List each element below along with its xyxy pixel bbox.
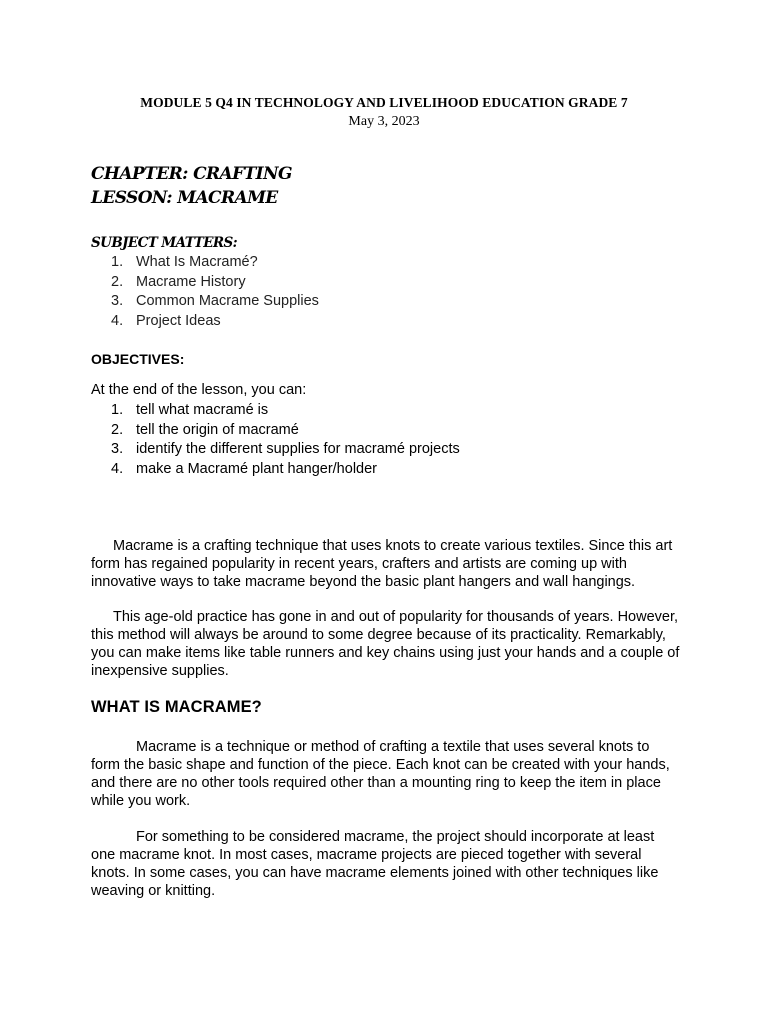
chapter-heading: CHAPTER: CRAFTING [91, 164, 292, 184]
list-item [111, 273, 319, 293]
list-number: 3. [111, 441, 124, 457]
list-number: 4. [111, 460, 124, 477]
body-paragraph: Macrame is a technique or method of crafting a textile that uses several knots to form the basic shape and function of the piece. Each knot can be created with your hands, and there are no other tools required other than a mounting ring to keep the item in place while you work. [91, 739, 670, 809]
list-item [111, 421, 460, 441]
module-title: MODULE 5 Q4 IN TECHNOLOGY AND LIVELIHOOD EDUCATION GRADE 7 [140, 95, 628, 110]
objectives-heading: OBJECTIVES: [91, 351, 185, 367]
subject-matters-heading: SUBJECT MATTERS: [91, 235, 238, 251]
list-number: 3. [111, 293, 124, 309]
list-item [111, 460, 460, 480]
objectives-intro: At the end of the lesson, you can: [91, 382, 307, 398]
intro-paragraph: This age-old practice has gone in and out of popularity for thousands of years. However, this method will always be around to some degree because of its practicality. Remarkably, you can make items like table runners and key chains using just your hands and a couple of inexpensive supplies. [91, 609, 680, 679]
lesson-heading: LESSON: MACRAME [91, 188, 278, 208]
module-date: May 3, 2023 [348, 114, 420, 129]
list-item-text: tell what macramé is [136, 402, 269, 418]
list-item-text: Common Macrame Supplies [136, 293, 319, 309]
objectives-list [111, 401, 460, 479]
list-item-text: make a Macramé plant hanger/holder [136, 460, 377, 477]
list-number: 2. [111, 421, 124, 438]
list-number: 1. [111, 402, 124, 418]
list-number: 2. [111, 273, 124, 290]
list-item-text: What Is Macramé? [136, 254, 258, 270]
list-number: 1. [111, 254, 124, 270]
section-heading-what-is-macrame: WHAT IS MACRAME? [91, 698, 262, 716]
list-item [111, 292, 319, 312]
list-item [111, 253, 319, 273]
subject-matters-list [111, 253, 319, 331]
list-item-text: Macrame History [136, 273, 246, 290]
list-item-text: tell the origin of macramé [136, 421, 299, 438]
body-paragraph: For something to be considered macrame, the project should incorporate at least one macrame knot. In most cases, macrame projects are pieced together with several knots. In some cases, you can have macrame elements joined with other techniques like weaving or knitting. [91, 829, 659, 899]
list-item [111, 440, 460, 460]
list-item [111, 401, 460, 421]
list-item-text: Project Ideas [136, 312, 221, 329]
intro-paragraph: Macrame is a crafting technique that uses knots to create various textiles. Since this art form has regained popularity in recent years, crafters and artists are coming up with innovative ways to take macrame beyond the basic plant hangers and wall hangings. [91, 538, 673, 590]
list-number: 4. [111, 312, 124, 329]
list-item [111, 312, 319, 332]
list-item-text: identify the different supplies for macramé projects [136, 441, 460, 457]
